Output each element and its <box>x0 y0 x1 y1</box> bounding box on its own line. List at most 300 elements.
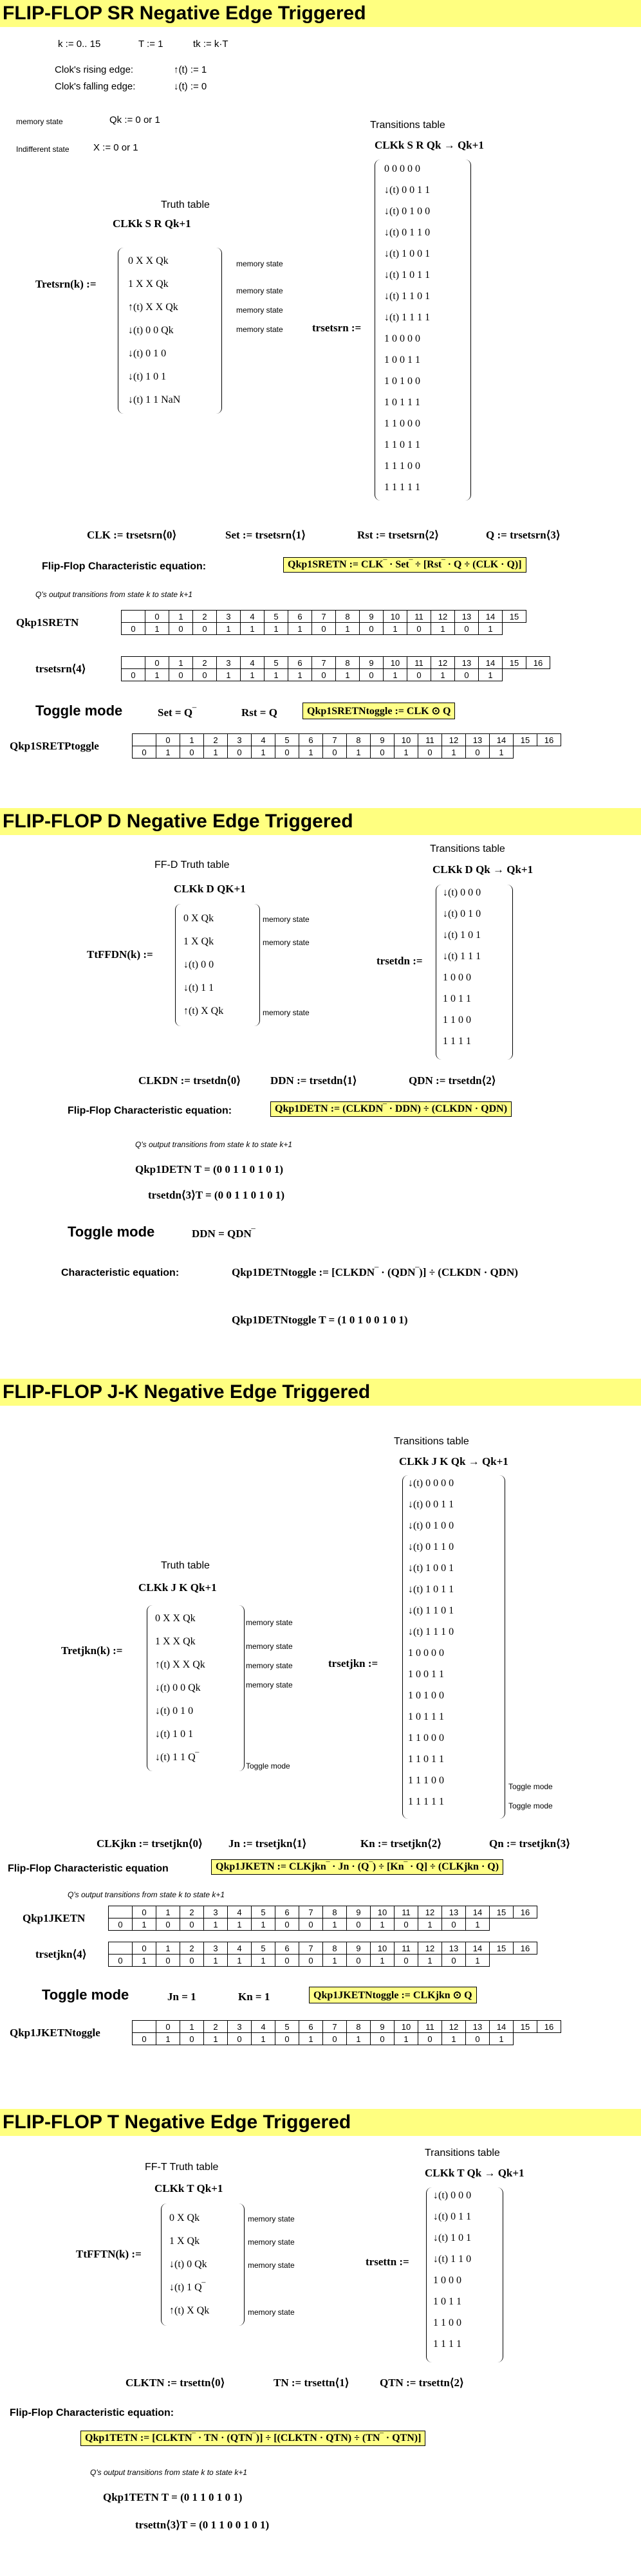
d-char2-eq: Qkp1DETNtoggle := [CLKDN‾ · (QDN‾)] ÷ (CLKDN · QDN) <box>232 1266 518 1278</box>
trans-row: 1 0 0 0 <box>433 2275 461 2286</box>
trans-row: 1 0 1 1 1 <box>408 1711 444 1722</box>
note: memory state <box>263 938 310 947</box>
sr-truth-title: Truth table <box>161 199 210 210</box>
value-cell: 0 <box>323 746 347 759</box>
jk-trans-fn: trsetjkn := <box>328 1657 378 1670</box>
d-trans-fn: trsetdn := <box>376 955 423 967</box>
truth-row: ↓(t) 0 1 0 <box>128 348 167 359</box>
sr-char-label: Flip-Flop Characteristic equation: <box>42 561 207 572</box>
index-cell: 3 <box>204 1942 228 1955</box>
index-cell: 16 <box>537 2021 561 2033</box>
value-cell: 0 <box>312 623 336 635</box>
value-cell: 1 <box>395 2033 418 2045</box>
value-cell: 1 <box>466 1955 490 1967</box>
d-truth-title: FF-D Truth table <box>154 860 230 870</box>
sr-trans-header: CLKk S R Qk → Qk+1 <box>375 139 484 151</box>
index-cell: 2 <box>204 2021 228 2033</box>
d-toggle-title: Toggle mode <box>68 1224 155 1240</box>
index-cell: 9 <box>347 1942 371 1955</box>
index-cell: 5 <box>275 2021 299 2033</box>
def-tk: tk := k·T <box>193 39 228 50</box>
value-cell: 0 <box>109 1955 133 1967</box>
d-vec2: trsetdn⟨3⟩T = (0 0 1 1 0 1 0 1) <box>148 1189 284 1201</box>
index-cell: 3 <box>204 1906 228 1918</box>
value-cell: 1 <box>145 669 169 681</box>
index-cell: 10 <box>384 657 407 669</box>
trans-row: ↓(t) 0 1 0 0 <box>408 1520 454 1531</box>
truth-row: 0 X Qk <box>183 913 214 924</box>
index-cell: 14 <box>479 657 503 669</box>
index-cell: 12 <box>431 611 455 623</box>
index-cell: 0 <box>156 2021 180 2033</box>
index-cell: 2 <box>193 657 217 669</box>
index-cell: 7 <box>312 611 336 623</box>
index-cell: 7 <box>323 2021 347 2033</box>
trans-row: ↓(t) 1 0 1 <box>433 2232 472 2243</box>
t-vec1: Qkp1TETN T = (0 1 1 0 1 0 1) <box>103 2491 243 2503</box>
t-col: TN := trsettn⟨1⟩ <box>274 2377 349 2389</box>
trans-row: ↓(t) 0 1 0 <box>443 908 481 919</box>
value-cell: 1 <box>204 1955 228 1967</box>
trans-row: ↓(t) 0 1 1 <box>433 2211 472 2222</box>
trans-row: ↓(t) 0 0 0 <box>433 2190 472 2201</box>
trans-row: 1 1 0 0 0 <box>384 418 420 429</box>
trans-row: ↓(t) 1 1 1 <box>443 951 481 962</box>
value-cell: 0 <box>180 746 204 759</box>
index-cell: 10 <box>371 1906 395 1918</box>
table-corner <box>109 1942 133 1955</box>
value-cell: 0 <box>275 1955 299 1967</box>
index-cell: 13 <box>455 657 479 669</box>
index-cell: 4 <box>241 611 265 623</box>
d-col: QDN := trsetdn⟨2⟩ <box>409 1074 496 1087</box>
value-cell: 0 <box>228 746 252 759</box>
jk-truth-matrix <box>147 1605 245 1771</box>
value-cell: 0 <box>418 2033 442 2045</box>
jk-trans-title: Transitions table <box>394 1436 469 1447</box>
index-cell: 4 <box>252 734 275 746</box>
value-cell: 0 <box>109 1918 133 1931</box>
truth-row: ↓(t) 1 0 1 <box>128 371 167 382</box>
value-cell: 1 <box>466 1918 490 1931</box>
trans-row: ↓(t) 0 1 1 0 <box>384 227 431 238</box>
index-cell: 1 <box>156 1906 180 1918</box>
trans-row: ↓(t) 1 0 1 <box>443 930 481 941</box>
d-title: FLIP-FLOP D Negative Edge Triggered <box>0 808 641 835</box>
truth-row: 0 X X Qk <box>128 255 169 266</box>
d-char2-label: Characteristic equation: <box>61 1267 180 1278</box>
value-cell: 0 <box>455 623 479 635</box>
truth-row: ↓(t) 1 1 Q‾ <box>155 1752 199 1763</box>
d-truth-matrix <box>175 904 260 1026</box>
value-cell: 1 <box>228 1918 252 1931</box>
sr-tbl3-label: Qkp1SRETPtoggle <box>10 740 99 752</box>
trans-row: ↓(t) 0 0 0 0 <box>408 1478 454 1489</box>
sr-toggle-title: Toggle mode <box>35 703 123 719</box>
index-cell: 1 <box>169 611 193 623</box>
t-trans-header: CLKk T Qk → Qk+1 <box>425 2167 525 2179</box>
index-cell: 3 <box>228 2021 252 2033</box>
index-cell: 1 <box>180 2021 204 2033</box>
sr-truth-matrix <box>118 248 222 414</box>
trans-row: ↓(t) 1 0 0 1 <box>384 248 431 259</box>
d-trans-header: CLKk D Qk → Qk+1 <box>432 863 534 876</box>
value-cell: 1 <box>288 669 312 681</box>
jk-output-table <box>108 1906 537 1931</box>
value-cell: 1 <box>241 669 265 681</box>
index-cell: 14 <box>466 1906 490 1918</box>
value-cell: 1 <box>299 2033 323 2045</box>
truth-row: 0 X Qk <box>169 2213 200 2223</box>
index-cell: 11 <box>407 657 431 669</box>
trans-row: 0 0 0 0 0 <box>384 163 420 174</box>
jk-char-eq: Qkp1JKETN := CLKjkn‾ · Jn · (Q‾) ÷ [Kn‾ · Q] ÷ (CLKjkn · Q) <box>211 1859 503 1875</box>
table-corner <box>109 1906 133 1918</box>
index-cell: 4 <box>252 2021 275 2033</box>
value-cell: 1 <box>371 1918 395 1931</box>
value-cell: 1 <box>252 1918 275 1931</box>
trans-row: 1 1 1 0 0 <box>408 1775 444 1786</box>
note: Toggle mode <box>246 1762 290 1771</box>
index-cell: 4 <box>228 1942 252 1955</box>
index-cell: 5 <box>275 734 299 746</box>
index-cell: 5 <box>265 611 288 623</box>
d-char-eq: Qkp1DETN := (CLKDN‾ · DDN) ÷ (CLKDN · QDN) <box>270 1101 512 1117</box>
d-col: DDN := trsetdn⟨1⟩ <box>270 1074 357 1087</box>
sr-toggle-table <box>132 733 561 759</box>
index-cell: 15 <box>490 1942 514 1955</box>
value-cell: 0 <box>360 623 384 635</box>
d-vec1: Qkp1DETN T = (0 0 1 1 0 1 0 1) <box>135 1163 284 1175</box>
index-cell: 14 <box>466 1942 490 1955</box>
sr-col: Set := trsetsrn⟨1⟩ <box>225 529 306 541</box>
index-cell: 1 <box>180 734 204 746</box>
index-cell: 8 <box>336 657 360 669</box>
note: Toggle mode <box>508 1782 553 1791</box>
trans-row: 1 1 0 0 <box>443 1015 471 1026</box>
value-cell: 1 <box>288 623 312 635</box>
value-cell: 1 <box>204 746 228 759</box>
value-cell: 0 <box>395 1955 418 1967</box>
jk-tbl1-label: Qkp1JKETN <box>23 1912 86 1924</box>
value-cell: 1 <box>241 623 265 635</box>
trans-row: ↓(t) 0 1 0 0 <box>384 206 431 217</box>
index-cell: 14 <box>479 611 503 623</box>
value-cell: 0 <box>466 746 490 759</box>
index-cell: 8 <box>336 611 360 623</box>
sr-tbl2-label: trsetsrn⟨4⟩ <box>35 663 86 675</box>
trans-row: 1 0 1 1 1 <box>384 397 420 408</box>
index-cell: 11 <box>395 1906 418 1918</box>
sr-truth-header: CLKk S R Qk+1 <box>113 217 191 230</box>
trans-row: ↓(t) 0 0 1 1 <box>384 185 431 196</box>
trans-row: 1 0 0 0 0 <box>408 1648 444 1659</box>
note: memory state <box>236 286 283 295</box>
index-cell: 13 <box>455 611 479 623</box>
def-k: k := 0.. 15 <box>58 39 101 50</box>
value-cell: 1 <box>265 623 288 635</box>
index-cell: 14 <box>490 734 514 746</box>
t-out-note: Q's output transitions from state k to state k+1 <box>90 2468 248 2477</box>
value-cell: 0 <box>180 2033 204 2045</box>
trans-row: 1 0 1 1 <box>443 993 471 1004</box>
index-cell: 6 <box>288 611 312 623</box>
index-cell: 15 <box>514 2021 537 2033</box>
index-cell: 16 <box>526 657 550 669</box>
trans-row: ↓(t) 1 0 1 1 <box>408 1584 454 1595</box>
value-cell: 0 <box>347 1955 371 1967</box>
index-cell: 15 <box>514 734 537 746</box>
sr-title: FLIP-FLOP SR Negative Edge Triggered <box>0 0 641 27</box>
trans-row: ↓(t) 0 1 1 0 <box>408 1541 454 1552</box>
mem-label: memory state <box>16 117 63 126</box>
jk-col: CLKjkn := trsetjkn⟨0⟩ <box>97 1837 203 1850</box>
value-cell: 0 <box>407 623 431 635</box>
truth-row: 1 X X Qk <box>128 279 169 290</box>
value-cell: 0 <box>228 2033 252 2045</box>
truth-row: 1 X X Qk <box>155 1636 196 1647</box>
jk-truth-title: Truth table <box>161 1560 210 1571</box>
trans-row: ↓(t) 1 1 1 0 <box>408 1626 454 1637</box>
value-cell: 0 <box>418 746 442 759</box>
t-trans-title: Transitions table <box>425 2148 500 2158</box>
truth-row: ↑(t) X Qk <box>169 2305 210 2316</box>
truth-row: 1 X Qk <box>169 2236 200 2247</box>
note: memory state <box>263 1008 310 1017</box>
index-cell: 16 <box>514 1906 537 1918</box>
value-cell: 0 <box>371 2033 395 2045</box>
value-cell: 0 <box>275 2033 299 2045</box>
jk-truth-fn: Tretjkn(k) := <box>61 1644 123 1657</box>
value-cell: 0 <box>169 669 193 681</box>
index-cell: 11 <box>407 611 431 623</box>
fall-label: Clok's falling edge: <box>55 81 136 92</box>
index-cell: 12 <box>431 657 455 669</box>
trans-row: 1 1 1 1 <box>443 1036 471 1047</box>
value-cell: 1 <box>265 669 288 681</box>
trans-row: 1 1 0 1 1 <box>408 1754 444 1765</box>
value-cell: 0 <box>275 1918 299 1931</box>
index-cell: 7 <box>323 734 347 746</box>
value-cell: 1 <box>395 746 418 759</box>
d-trans-matrix <box>436 885 513 1060</box>
index-cell: 6 <box>275 1942 299 1955</box>
index-cell: 8 <box>347 734 371 746</box>
sr-trans-matrix <box>375 160 471 501</box>
d-toggle-eq: DDN = QDN‾ <box>192 1228 255 1240</box>
index-cell: 3 <box>217 657 241 669</box>
index-cell: 12 <box>442 2021 466 2033</box>
index-cell: 9 <box>360 657 384 669</box>
d-out-note: Q's output transitions from state k to state k+1 <box>135 1140 293 1149</box>
truth-row: ↑(t) X Qk <box>183 1006 224 1017</box>
t-trans-fn: trsettn := <box>366 2256 409 2268</box>
value-cell: 1 <box>442 746 466 759</box>
value-cell: 0 <box>466 2033 490 2045</box>
trans-row: 1 1 1 1 <box>433 2339 461 2350</box>
sr-col: Q := trsetsrn⟨3⟩ <box>486 529 561 541</box>
truth-row: ↑(t) X X Qk <box>155 1659 205 1670</box>
trans-row: ↓(t) 1 0 1 1 <box>384 270 431 281</box>
value-cell: 1 <box>490 746 514 759</box>
index-cell: 13 <box>442 1942 466 1955</box>
t-truth-fn: TtFFTN(k) := <box>76 2248 142 2260</box>
d-truth-header: CLKk D QK+1 <box>174 883 246 895</box>
index-cell: 0 <box>133 1942 156 1955</box>
value-cell: 1 <box>217 623 241 635</box>
jk-toggle-table <box>132 2020 561 2045</box>
t-truth-title: FF-T Truth table <box>145 2162 219 2173</box>
d-vec3: Qkp1DETNtoggle T = (1 0 1 0 0 1 0 1) <box>232 1314 408 1326</box>
index-cell: 11 <box>418 2021 442 2033</box>
jk-trans-matrix <box>402 1475 505 1819</box>
value-cell: 0 <box>156 1918 180 1931</box>
index-cell: 2 <box>180 1942 204 1955</box>
trans-row: 1 0 1 1 <box>433 2296 461 2307</box>
value-cell: 1 <box>418 1955 442 1967</box>
t-col: CLKTN := trsettn⟨0⟩ <box>125 2377 225 2389</box>
truth-row: ↓(t) 1 Q‾ <box>169 2282 205 2293</box>
value-cell: 1 <box>479 669 503 681</box>
index-cell: 1 <box>156 1942 180 1955</box>
value-cell: 1 <box>133 1955 156 1967</box>
index-cell: 10 <box>371 1942 395 1955</box>
value-cell: 0 <box>395 1918 418 1931</box>
trans-row: ↓(t) 1 0 0 1 <box>408 1563 454 1574</box>
value-cell: 1 <box>133 1918 156 1931</box>
value-cell: 1 <box>204 2033 228 2045</box>
index-cell: 0 <box>156 734 180 746</box>
index-cell: 13 <box>466 734 490 746</box>
jk-char-label: Flip-Flop Characteristic equation <box>8 1863 169 1874</box>
value-cell: 0 <box>299 1955 323 1967</box>
value-cell: 0 <box>371 746 395 759</box>
index-cell: 9 <box>347 1906 371 1918</box>
sr-trans-fn: trsetsrn := <box>312 322 362 334</box>
value-cell: 0 <box>455 669 479 681</box>
truth-row: ↓(t) 0 0 Qk <box>128 325 174 336</box>
index-cell: 2 <box>204 734 228 746</box>
value-cell: 0 <box>180 1918 204 1931</box>
truth-row: ↑(t) X X Qk <box>128 302 178 313</box>
value-cell: 0 <box>180 1955 204 1967</box>
t-col: QTN := trsettn⟨2⟩ <box>380 2377 464 2389</box>
sr-trans-title: Transitions table <box>370 120 445 131</box>
trans-row: ↓(t) 1 1 0 1 <box>408 1605 454 1616</box>
jk-trs-table <box>108 1942 537 1967</box>
truth-row: ↓(t) 1 1 <box>183 982 214 993</box>
jk-col: Jn := trsetjkn⟨1⟩ <box>228 1837 307 1850</box>
note: memory state <box>248 2238 295 2247</box>
index-cell: 12 <box>418 1906 442 1918</box>
note: memory state <box>248 2261 295 2270</box>
index-cell: 4 <box>228 1906 252 1918</box>
d-trans-title: Transitions table <box>430 843 505 854</box>
index-cell: 3 <box>217 611 241 623</box>
t-vec2: trsettn⟨3⟩T = (0 1 1 0 0 1 0 1) <box>135 2519 270 2531</box>
note: memory state <box>248 2308 295 2317</box>
table-corner <box>133 2021 156 2033</box>
index-cell: 16 <box>514 1942 537 1955</box>
trans-row: ↓(t) 0 0 1 1 <box>408 1499 454 1510</box>
index-cell: 5 <box>265 657 288 669</box>
trans-row: ↓(t) 1 1 0 1 <box>384 291 431 302</box>
trans-row: 1 0 1 0 0 <box>384 376 420 387</box>
trans-row: ↓(t) 1 1 1 1 <box>384 312 431 323</box>
value-cell: 1 <box>336 623 360 635</box>
index-cell: 0 <box>145 611 169 623</box>
index-cell: 15 <box>490 1906 514 1918</box>
trans-row: 1 1 1 1 1 <box>384 482 420 493</box>
sr-col: CLK := trsetsrn⟨0⟩ <box>87 529 177 541</box>
d-char-label: Flip-Flop Characteristic equation: <box>68 1105 232 1116</box>
value-cell: 0 <box>169 623 193 635</box>
index-cell: 11 <box>395 1942 418 1955</box>
truth-row: ↓(t) 0 1 0 <box>155 1706 194 1716</box>
value-cell: 1 <box>228 1955 252 1967</box>
trans-row: 1 0 0 0 <box>443 972 471 983</box>
index-cell: 13 <box>466 2021 490 2033</box>
value-cell: 0 <box>122 669 145 681</box>
index-cell: 12 <box>418 1942 442 1955</box>
jk-toggle-k: Kn = 1 <box>238 1991 270 2003</box>
trans-row: 1 0 0 1 1 <box>384 354 420 365</box>
table-corner <box>122 657 145 669</box>
value-cell: 0 <box>275 746 299 759</box>
trans-row: 1 0 0 1 1 <box>408 1669 444 1680</box>
value-cell: 1 <box>336 669 360 681</box>
t-char-label: Flip-Flop Characteristic equation: <box>10 2407 174 2418</box>
value-cell: 0 <box>442 1918 466 1931</box>
ind-label: Indifferent state <box>16 145 70 154</box>
truth-row: ↓(t) 0 Qk <box>169 2259 207 2270</box>
note: memory state <box>236 259 283 268</box>
value-cell: 0 <box>407 669 431 681</box>
t-trans-matrix <box>426 2187 503 2362</box>
index-cell: 6 <box>299 734 323 746</box>
note: Toggle mode <box>508 1801 553 1810</box>
note: memory state <box>246 1618 293 1627</box>
value-cell: 1 <box>299 746 323 759</box>
value-cell: 0 <box>299 1918 323 1931</box>
note: memory state <box>246 1680 293 1689</box>
index-cell: 3 <box>228 734 252 746</box>
index-cell: 6 <box>288 657 312 669</box>
value-cell: 1 <box>252 746 275 759</box>
jk-truth-header: CLKk J K Qk+1 <box>138 1581 217 1594</box>
value-cell: 1 <box>252 1955 275 1967</box>
note: memory state <box>263 915 310 924</box>
trans-row: 1 1 1 0 0 <box>384 461 420 472</box>
sr-out-note: Q's output transitions from state k to state k+1 <box>35 590 193 599</box>
value-cell: 1 <box>156 2033 180 2045</box>
t-title: FLIP-FLOP T Negative Edge Triggered <box>0 2109 641 2136</box>
index-cell: 15 <box>503 657 526 669</box>
value-cell: 0 <box>133 746 156 759</box>
value-cell: 0 <box>442 1955 466 1967</box>
value-cell: 0 <box>122 623 145 635</box>
note: memory state <box>246 1661 293 1670</box>
truth-row: 1 X Qk <box>183 936 214 947</box>
rise-label: Clok's rising edge: <box>55 64 134 75</box>
sr-toggle-rst: Rst = Q <box>241 706 277 719</box>
index-cell: 7 <box>312 657 336 669</box>
index-cell: 6 <box>275 1906 299 1918</box>
value-cell: 1 <box>431 623 455 635</box>
value-cell: 1 <box>442 2033 466 2045</box>
index-cell: 9 <box>371 2021 395 2033</box>
def-T: T := 1 <box>138 39 163 50</box>
